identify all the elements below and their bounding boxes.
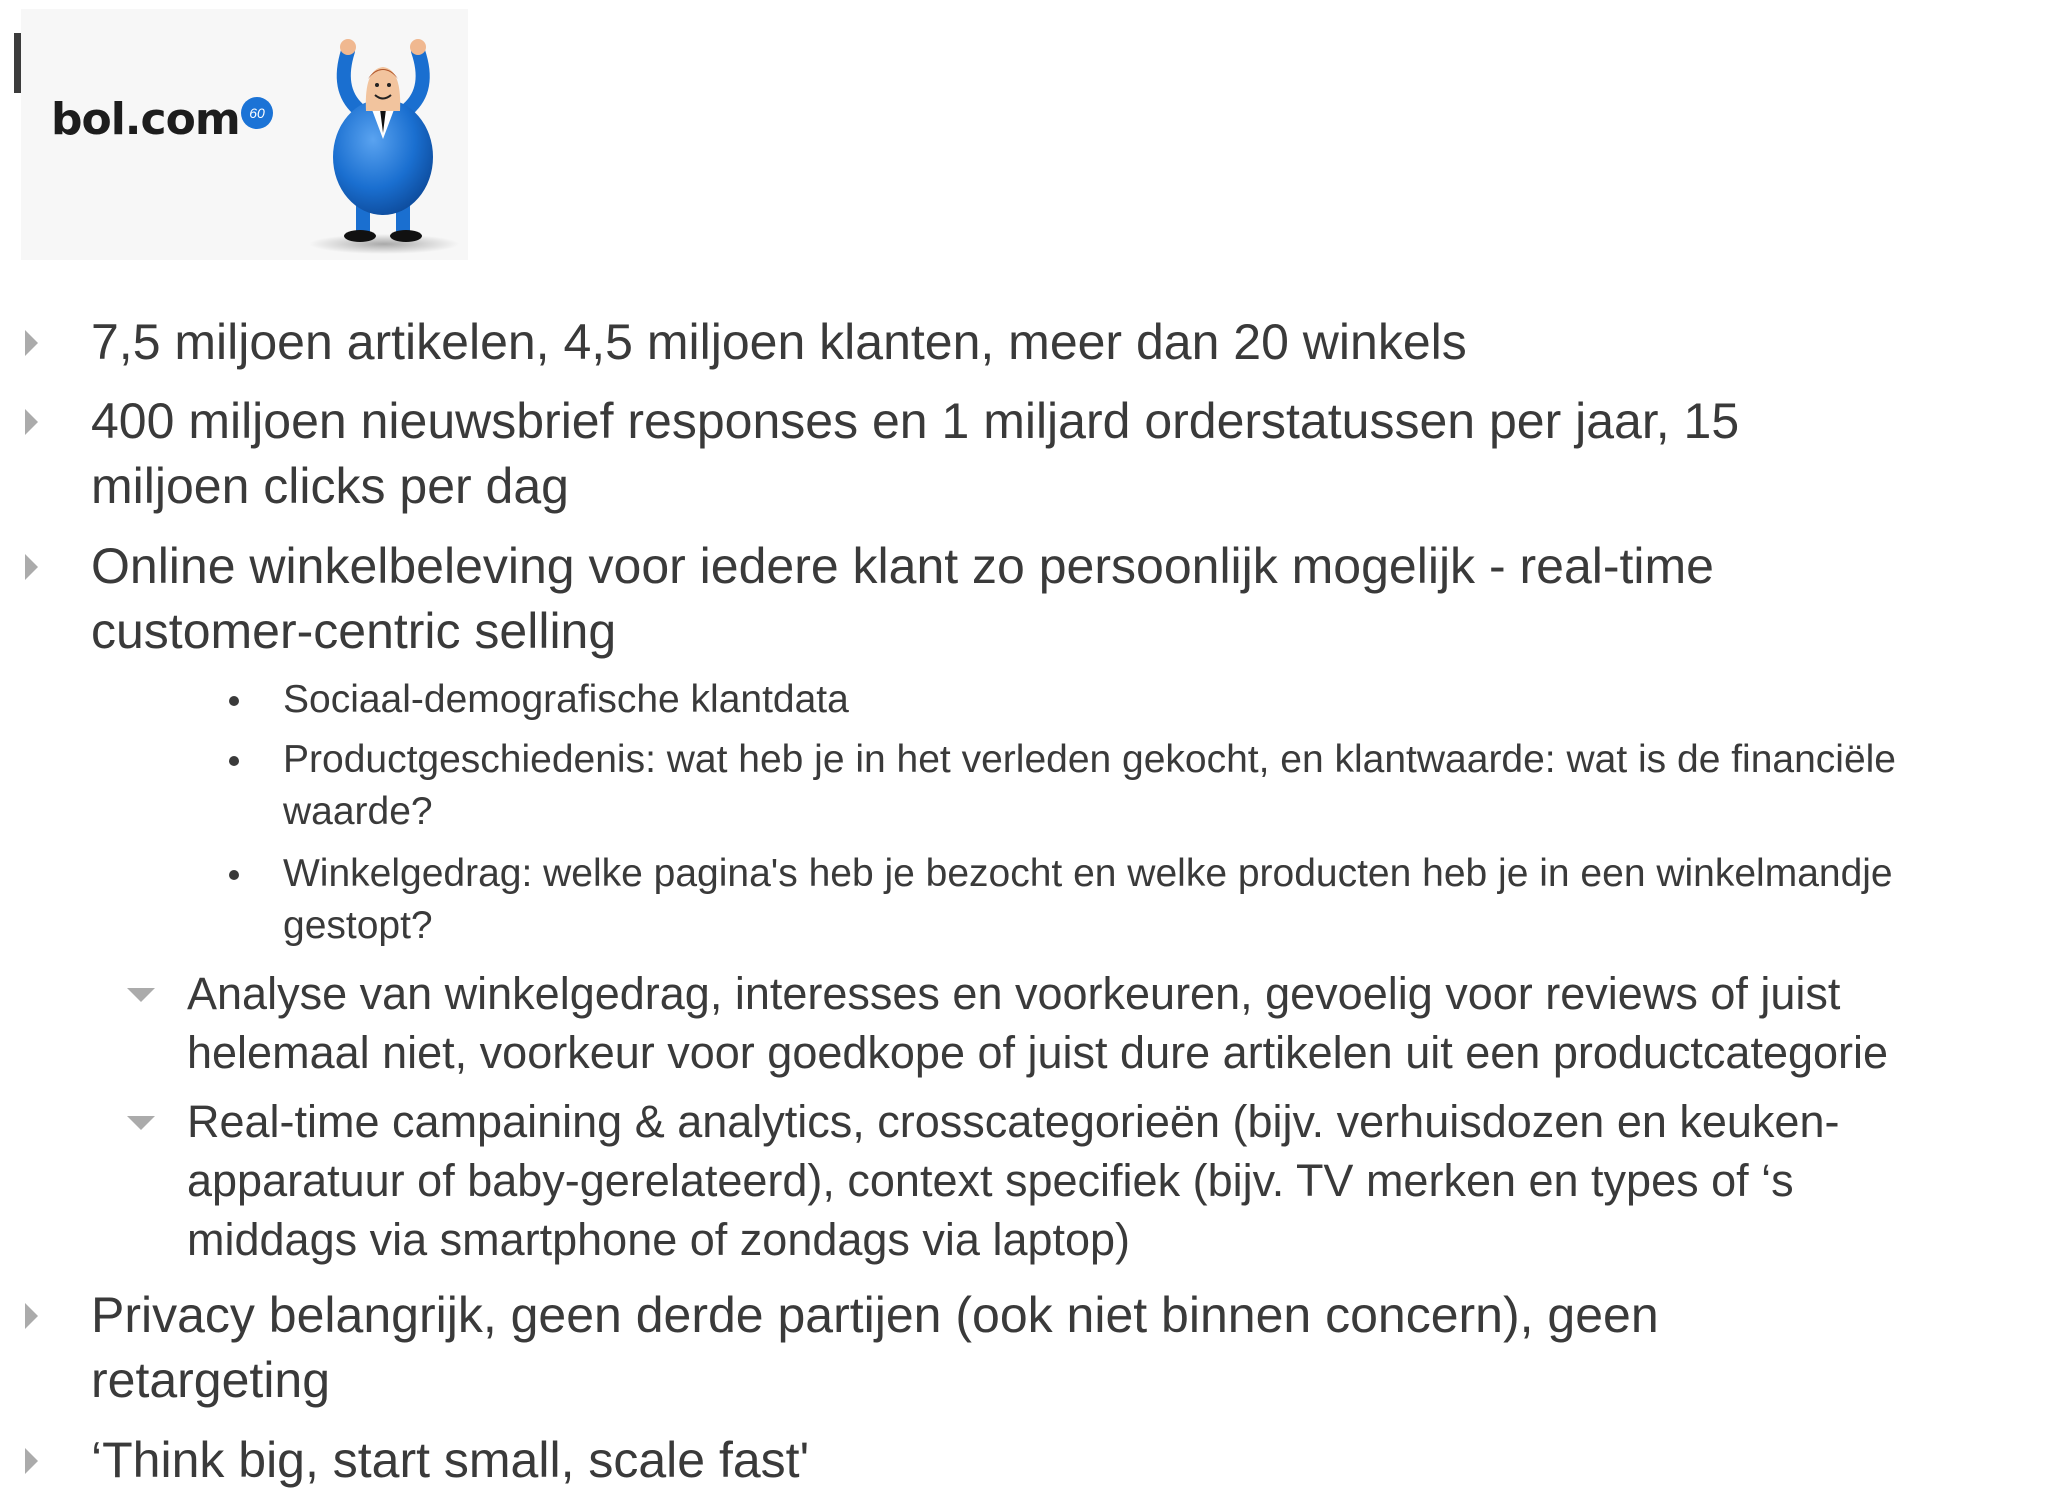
bullet-line: helemaal niet, voorkeur voor goedkope of juist dure artikelen uit een productcategorie [187,1027,1889,1078]
triangle-down-icon [127,1116,155,1130]
bullet-line: gestopt? [283,904,433,947]
bullet-text [91,1428,2021,1493]
anniversary-badge-icon: 60 [241,97,273,129]
bullet-line: Real-time campaining & analytics, crosscategorieën (bijv. verhuisdozen en keuken- [187,1096,1840,1147]
triangle-right-icon [25,554,38,580]
bullet-line: retargeting [91,1352,331,1408]
bol-com-logo-image [21,9,468,260]
triangle-right-icon [25,1303,38,1329]
bullet-line: Sociaal-demografische klantdata [283,678,849,721]
bullet-line: miljoen clicks per dag [91,458,569,514]
bullet-line: Productgeschiedenis: wat heb je in het verleden gekocht, en klantwaarde: wat is de financiële [283,738,1896,781]
bullet-line: middags via smartphone of zondags via laptop) [187,1214,1131,1265]
brand-name: bol.com [51,94,240,145]
text-cursor [14,33,21,93]
bullet-line: waarde? [283,790,433,833]
bullet-dot-icon [229,870,239,880]
bullet-text [91,310,2021,375]
bullet-text [283,734,1896,838]
bullet-line: Privacy belangrijk, geen derde partijen (ook niet binnen concern), geen [91,1287,1659,1343]
mascot-icon [296,29,466,254]
bullet-dot-icon [229,756,239,766]
triangle-down-icon [127,988,155,1002]
bullet-text [91,389,2021,519]
triangle-right-icon [25,330,38,356]
bullet-text [91,1283,2021,1413]
bullet-dot-icon [229,696,239,706]
triangle-right-icon [25,409,38,435]
bullet-text [91,534,2021,664]
bullet-line: Winkelgedrag: welke pagina's heb je bezocht en welke producten heb je in een winkelmandje [283,852,1893,895]
bullet-line: 7,5 miljoen artikelen, 4,5 miljoen klanten, meer dan 20 winkels [91,314,1467,370]
bullet-text [283,848,1893,952]
bullet-text [187,964,1888,1082]
bullet-text [187,1092,1839,1269]
bullet-line: ‘Think big, start small, scale fast' [91,1432,810,1488]
bullet-line: Online winkelbeleving voor iedere klant zo persoonlijk mogelijk - real-time [91,538,1714,594]
bullet-line: 400 miljoen nieuwsbrief responses en 1 miljard orderstatussen per jaar, 15 [91,393,1740,449]
bullet-line: Analyse van winkelgedrag, interesses en voorkeuren, gevoelig voor reviews of juist [187,968,1841,1019]
triangle-right-icon [25,1448,38,1474]
bullet-line: apparatuur of baby-gerelateerd), context specifiek (bijv. TV merken en types of ‘s [187,1155,1794,1206]
bullet-text [283,674,849,726]
bullet-line: customer-centric selling [91,603,617,659]
